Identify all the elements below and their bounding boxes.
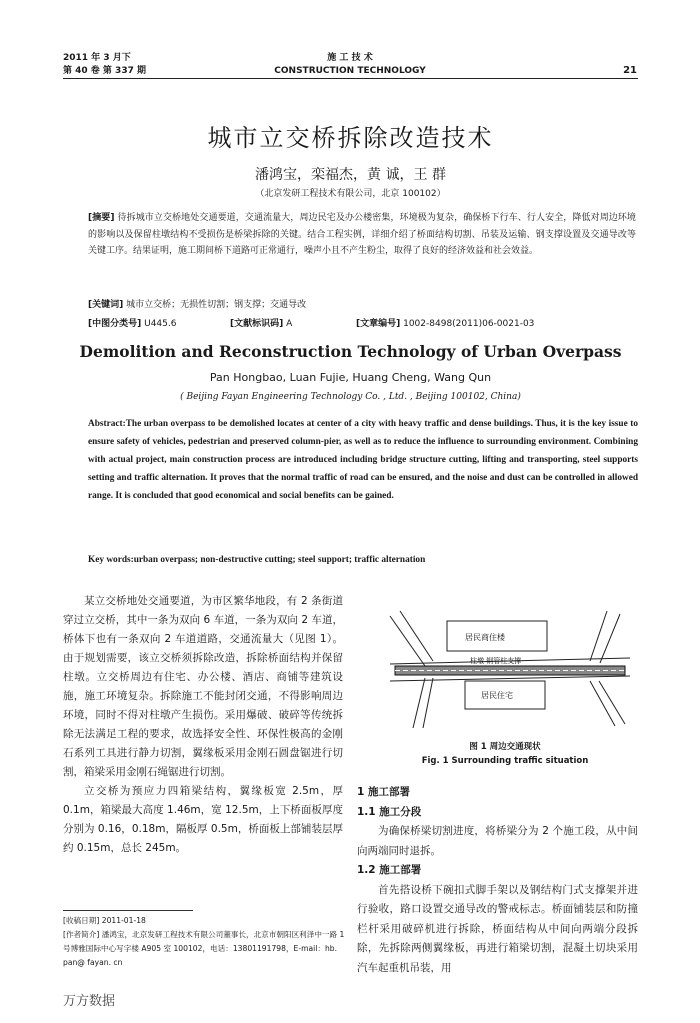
keywords-en-text: urban overpass; non-destructive cutting; steel support; traffic alternation xyxy=(133,555,426,565)
title-cn: 城市立交桥拆除改造技术 xyxy=(207,124,494,152)
road-bottom-edge xyxy=(390,676,630,681)
clc-code xyxy=(88,316,176,329)
body-paragraph-2: 立交桥为预应力四箱梁结构，翼缘板宽 2.5m，厚 0.1m，箱梁最大高度 1.46m，宽 12.5m，上下桥面板厚度分别为 0.16，0.18m，隔板厚 0.5m，桥面板上部铺装层厚约 0.15m，总长 245m。 xyxy=(63,785,343,854)
street-lower-left xyxy=(413,678,425,728)
footnote xyxy=(63,914,348,970)
label-residential-bottom: 居民住宅 xyxy=(481,691,513,700)
figure-caption-en: Fig. 1 Surrounding traffic situation xyxy=(421,756,589,766)
doc-value: A xyxy=(286,319,293,329)
footnote-rule xyxy=(63,910,193,911)
header-volume: 第 40 卷 第 337 期 xyxy=(63,66,146,76)
author-label: [作者简介] xyxy=(63,930,100,939)
abstract-cn xyxy=(88,210,636,260)
keywords-en-label: Key words: xyxy=(88,555,134,565)
footnote-received xyxy=(63,914,348,928)
body-right-column xyxy=(357,783,638,978)
authors-en: Pan Hongbao, Luan Fujie, Huang Cheng, Wang Qun xyxy=(209,371,492,384)
abstract-en xyxy=(88,415,638,505)
affiliation-cn: （北京发研工程技术有限公司，北京 100102） xyxy=(255,189,446,199)
doc-label: [文献标识码] xyxy=(230,319,284,329)
body-paragraph-1: 某立交桥地处交通要道，为市区繁华地段，有 2 条街道穿过立交桥，其中一条为双向 6 车道，一条为双向 2 车道，桥体下也有一条双向 2 车道道路，交通流量大（见图 1）。由于规划需要，该立交桥须拆除改造，拆除桥面结构并保留柱墩。立交桥周边有住宅、办公楼、酒店、商铺等建筑设施，施工环境复杂。拆除施工不能封闭交通，不得影响周边环境，同时不得对柱墩产生损伤。采用爆破、破碎等传统拆除无法满足工程的要求，故选择安全性、环保性极高的金刚石系列工具进行静力切割，翼缘板采用金刚石圆盘锯进行切割，箱梁采用金刚石绳锯进行切割。 xyxy=(63,595,343,778)
author-info: 潘鸿宝，北京发研工程技术有限公司董事长，北京市朝阳区利泽中一路 1 号博雅国际中心写字楼 A905 室 100102，电话：13801191798，E-mail：hb. pan@ fayan. cn xyxy=(63,930,345,967)
received-label: [收稿日期] xyxy=(63,916,100,925)
section-1-1-text: 为确保桥梁切割进度，将桥梁分为 2 个施工段，从中间向两端同时退拆。 xyxy=(357,825,638,857)
label-residential-top: 居民商住楼 xyxy=(465,633,505,642)
header-date: 2011 年 3 月下 xyxy=(63,53,131,63)
keywords-cn-label: [关键词] xyxy=(88,300,124,310)
page-number: 21 xyxy=(623,65,637,76)
keywords-cn-text: 城市立交桥；无损性切割；钢支撑；交通导改 xyxy=(126,300,307,310)
header-journal-cn: 施 工 技 术 xyxy=(327,53,373,63)
header-left xyxy=(63,52,146,78)
clc-label: [中图分类号] xyxy=(88,319,142,329)
label-pier: 柱墩 钢管柱支撑 xyxy=(470,657,522,665)
keywords-en xyxy=(88,555,638,565)
clc-value: U445.6 xyxy=(144,319,177,329)
article-number xyxy=(356,316,534,329)
header-journal-en: CONSTRUCTION TECHNOLOGY xyxy=(274,66,426,76)
body-left-column xyxy=(63,592,343,858)
street-upper-right xyxy=(590,611,607,661)
abstract-en-text: The urban overpass to be demolished locates at center of a city with heavy traffic and dense buildings. Thus, it is the key issue to ensure safety of vehicles, pedestrian and preserved column-pier, as well as to reduce the influence to surrounding environment. Combining with actual project, main construction process are introduced including bridge structure cutting, lifting and transporting, steel supports setting and traffic alternation. It proves that the normal traffic of road can be ensured, and the noise and dust can be controlled in allowed range. It is concluded that good economical and social benefits can be gained. xyxy=(88,419,638,501)
abstract-cn-label: [摘要] xyxy=(88,213,115,223)
section-1-2-text: 首先搭设桥下碗扣式脚手架以及钢结构门式支撑架并进行验收，路口设置交通导改的警戒标志。桥面铺装层和防撞栏杆采用破碎机进行拆除，桥面结构从中间向两端分段拆除，先拆除两侧翼缘板，再进行箱梁切割，混凝土切块采用汽车起重机吊装，用 xyxy=(357,883,638,974)
footnote-author xyxy=(63,928,348,970)
article-label: [文章编号] xyxy=(356,319,401,329)
keywords-cn xyxy=(88,298,636,312)
street-lower-left-2 xyxy=(423,678,433,728)
doc-code xyxy=(230,316,292,329)
section-heading-1-2: 1.2 施工部署 xyxy=(357,864,422,876)
abstract-cn-text: 待拆城市立交桥地处交通要道，交通流量大，周边民宅及办公楼密集，环境极为复杂，确保桥下行车、行人安全，降低对周边环境的影响以及保留柱墩结构不受损伤是桥梁拆除的关键。结合工程实例，详细介绍了桥面结构切割、吊装及运输、钢支撑设置及交通导改等关键工序。结果证明，施工期间桥下道路可正常通行，噪声小且不产生粉尘，取得了良好的经济效益和社会效益。 xyxy=(88,213,636,256)
authors-cn: 潘鸿宝，栾福杰，黄 诚，王 群 xyxy=(255,167,446,183)
section-heading-1: 1 施工部署 xyxy=(357,786,410,798)
section-heading-1-1: 1.1 施工分段 xyxy=(357,805,422,818)
street-lower-right-2 xyxy=(599,681,625,724)
article-value: 1002-8498(2011)06-0021-03 xyxy=(403,319,535,329)
received-date: 2011-01-18 xyxy=(101,916,146,925)
watermark-text: 万方数据 xyxy=(63,994,116,1009)
figure-caption-cn: 图 1 周边交通现状 xyxy=(469,742,541,752)
figure-1-site-plan xyxy=(385,606,635,732)
header-center xyxy=(240,52,460,78)
affiliation-en: ( Beijing Fayan Engineering Technology Co. , Ltd. , Beijing 100102, China) xyxy=(180,392,521,402)
header-rule xyxy=(63,78,638,79)
abstract-en-label: Abstract: xyxy=(88,419,126,429)
title-en: Demolition and Reconstruction Technology of Urban Overpass xyxy=(79,342,622,361)
